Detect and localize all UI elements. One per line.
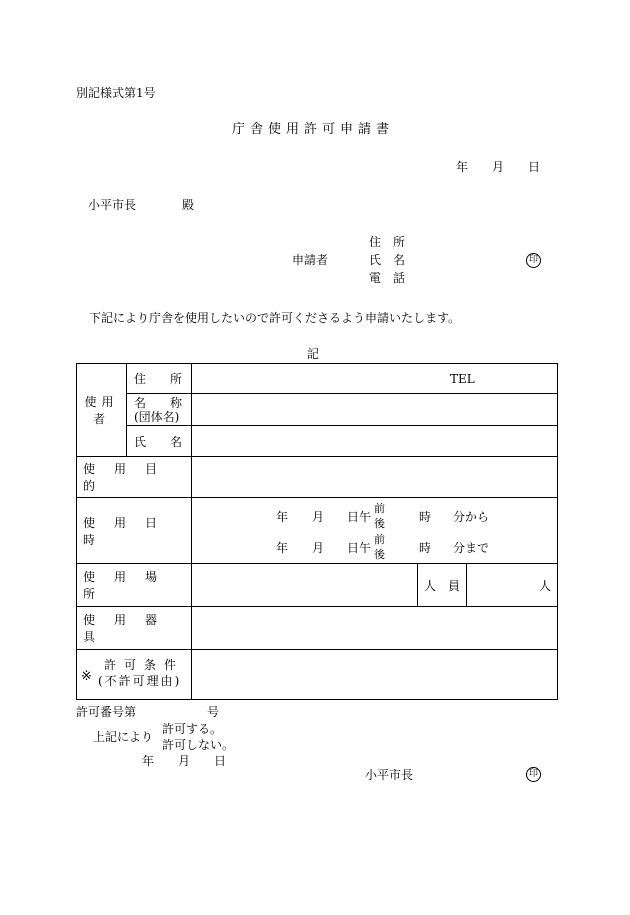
from-hour: 時 — [419, 510, 432, 524]
address-label-cell — [127, 364, 192, 394]
user-label: 使用者 — [84, 395, 119, 426]
datetime-field[interactable] — [192, 498, 558, 564]
to-am: 前 — [374, 533, 385, 546]
equipment-field[interactable] — [192, 607, 558, 650]
org-name-field[interactable] — [192, 394, 558, 426]
place-label-cell — [77, 564, 192, 607]
place-label: 使用場所 — [83, 570, 177, 601]
person-label-cell — [127, 426, 192, 457]
permit-year: 年 — [142, 754, 155, 768]
table-row — [77, 498, 558, 564]
purpose-label: 使用目的 — [83, 462, 177, 493]
to-year: 年 — [276, 541, 289, 555]
permit-number-suffix: 号 — [207, 705, 220, 719]
applicant-phone-label: 電 話 — [369, 271, 406, 285]
applicant-role: 申請者 — [292, 253, 329, 267]
equipment-label-cell — [77, 607, 192, 650]
page-title: 庁舎使用許可申請書 — [232, 122, 395, 137]
purpose-field[interactable] — [192, 457, 558, 498]
permit-number-prefix: 許可番号第 — [76, 705, 137, 719]
to-month: 月 — [312, 541, 325, 555]
to-day: 日午 — [347, 541, 372, 555]
permit-issuer: 小平市長 — [365, 768, 414, 782]
user-label-cell — [77, 364, 127, 457]
from-am: 前 — [374, 502, 385, 515]
person-name-field[interactable] — [192, 426, 558, 457]
addressee-honorific: 殿 — [182, 198, 195, 212]
people-label-cell — [418, 564, 467, 607]
to-pm: 後 — [374, 548, 385, 561]
table-row — [77, 607, 558, 650]
permit-day: 日 — [214, 754, 227, 768]
reason-label: (不許可理由) — [98, 674, 182, 688]
permit-option-no: 許可しない。 — [162, 738, 235, 752]
people-field[interactable] — [467, 564, 558, 607]
table-row — [77, 564, 558, 607]
table-row — [77, 426, 558, 457]
permit-option-yes: 許可する。 — [162, 722, 223, 736]
ki-heading: 記 — [307, 347, 320, 361]
permit-seal-icon: 印 — [526, 767, 541, 782]
name-label-cell — [127, 394, 192, 426]
date-day: 日 — [528, 160, 541, 174]
conditions-label: 許可条件 — [104, 658, 185, 672]
from-pm: 後 — [374, 517, 385, 530]
date-year: 年 — [456, 160, 469, 174]
table-row — [77, 650, 558, 700]
place-field[interactable] — [192, 564, 418, 607]
equipment-label: 使用器具 — [83, 613, 177, 644]
permit-month: 月 — [178, 754, 191, 768]
applicant-seal-icon: 印 — [526, 253, 541, 268]
permit-lead: 上記により — [93, 730, 154, 744]
table-row — [77, 457, 558, 498]
from-month: 月 — [312, 510, 325, 524]
addressee-name: 小平市長 — [88, 198, 137, 212]
to-hour: 時 — [419, 541, 432, 555]
datetime-label-cell — [77, 498, 192, 564]
purpose-label-cell — [77, 457, 192, 498]
applicant-address-label: 住 所 — [369, 235, 406, 249]
address-label: 住 所 — [134, 372, 183, 386]
date-month: 月 — [492, 160, 505, 174]
form-number: 別記様式第1号 — [76, 86, 156, 100]
org-name-label: 名 称 — [134, 395, 183, 410]
datetime-label: 使用日時 — [83, 515, 177, 547]
from-year: 年 — [276, 510, 289, 524]
to-suffix: 分まで — [453, 541, 490, 555]
from-suffix: 分から — [453, 510, 490, 524]
table-row — [77, 364, 558, 394]
applicant-name-label: 氏 名 — [369, 253, 406, 267]
table-row — [77, 394, 558, 426]
people-label: 人 員 — [423, 578, 460, 593]
asterisk-mark: ※ — [81, 669, 92, 684]
org-paren-label: (団体名) — [134, 409, 180, 424]
request-text: 下記により庁舎を使用したいので許可くださるよう申請いたします。 — [89, 311, 461, 325]
from-day: 日午 — [347, 510, 372, 524]
conditions-field[interactable] — [192, 650, 558, 700]
application-table — [76, 363, 558, 700]
person-label: 氏 名 — [134, 434, 183, 449]
conditions-label-cell — [77, 650, 192, 700]
people-unit: 人 — [539, 578, 552, 593]
address-field[interactable] — [192, 364, 558, 394]
tel-label: TEL — [450, 372, 475, 386]
